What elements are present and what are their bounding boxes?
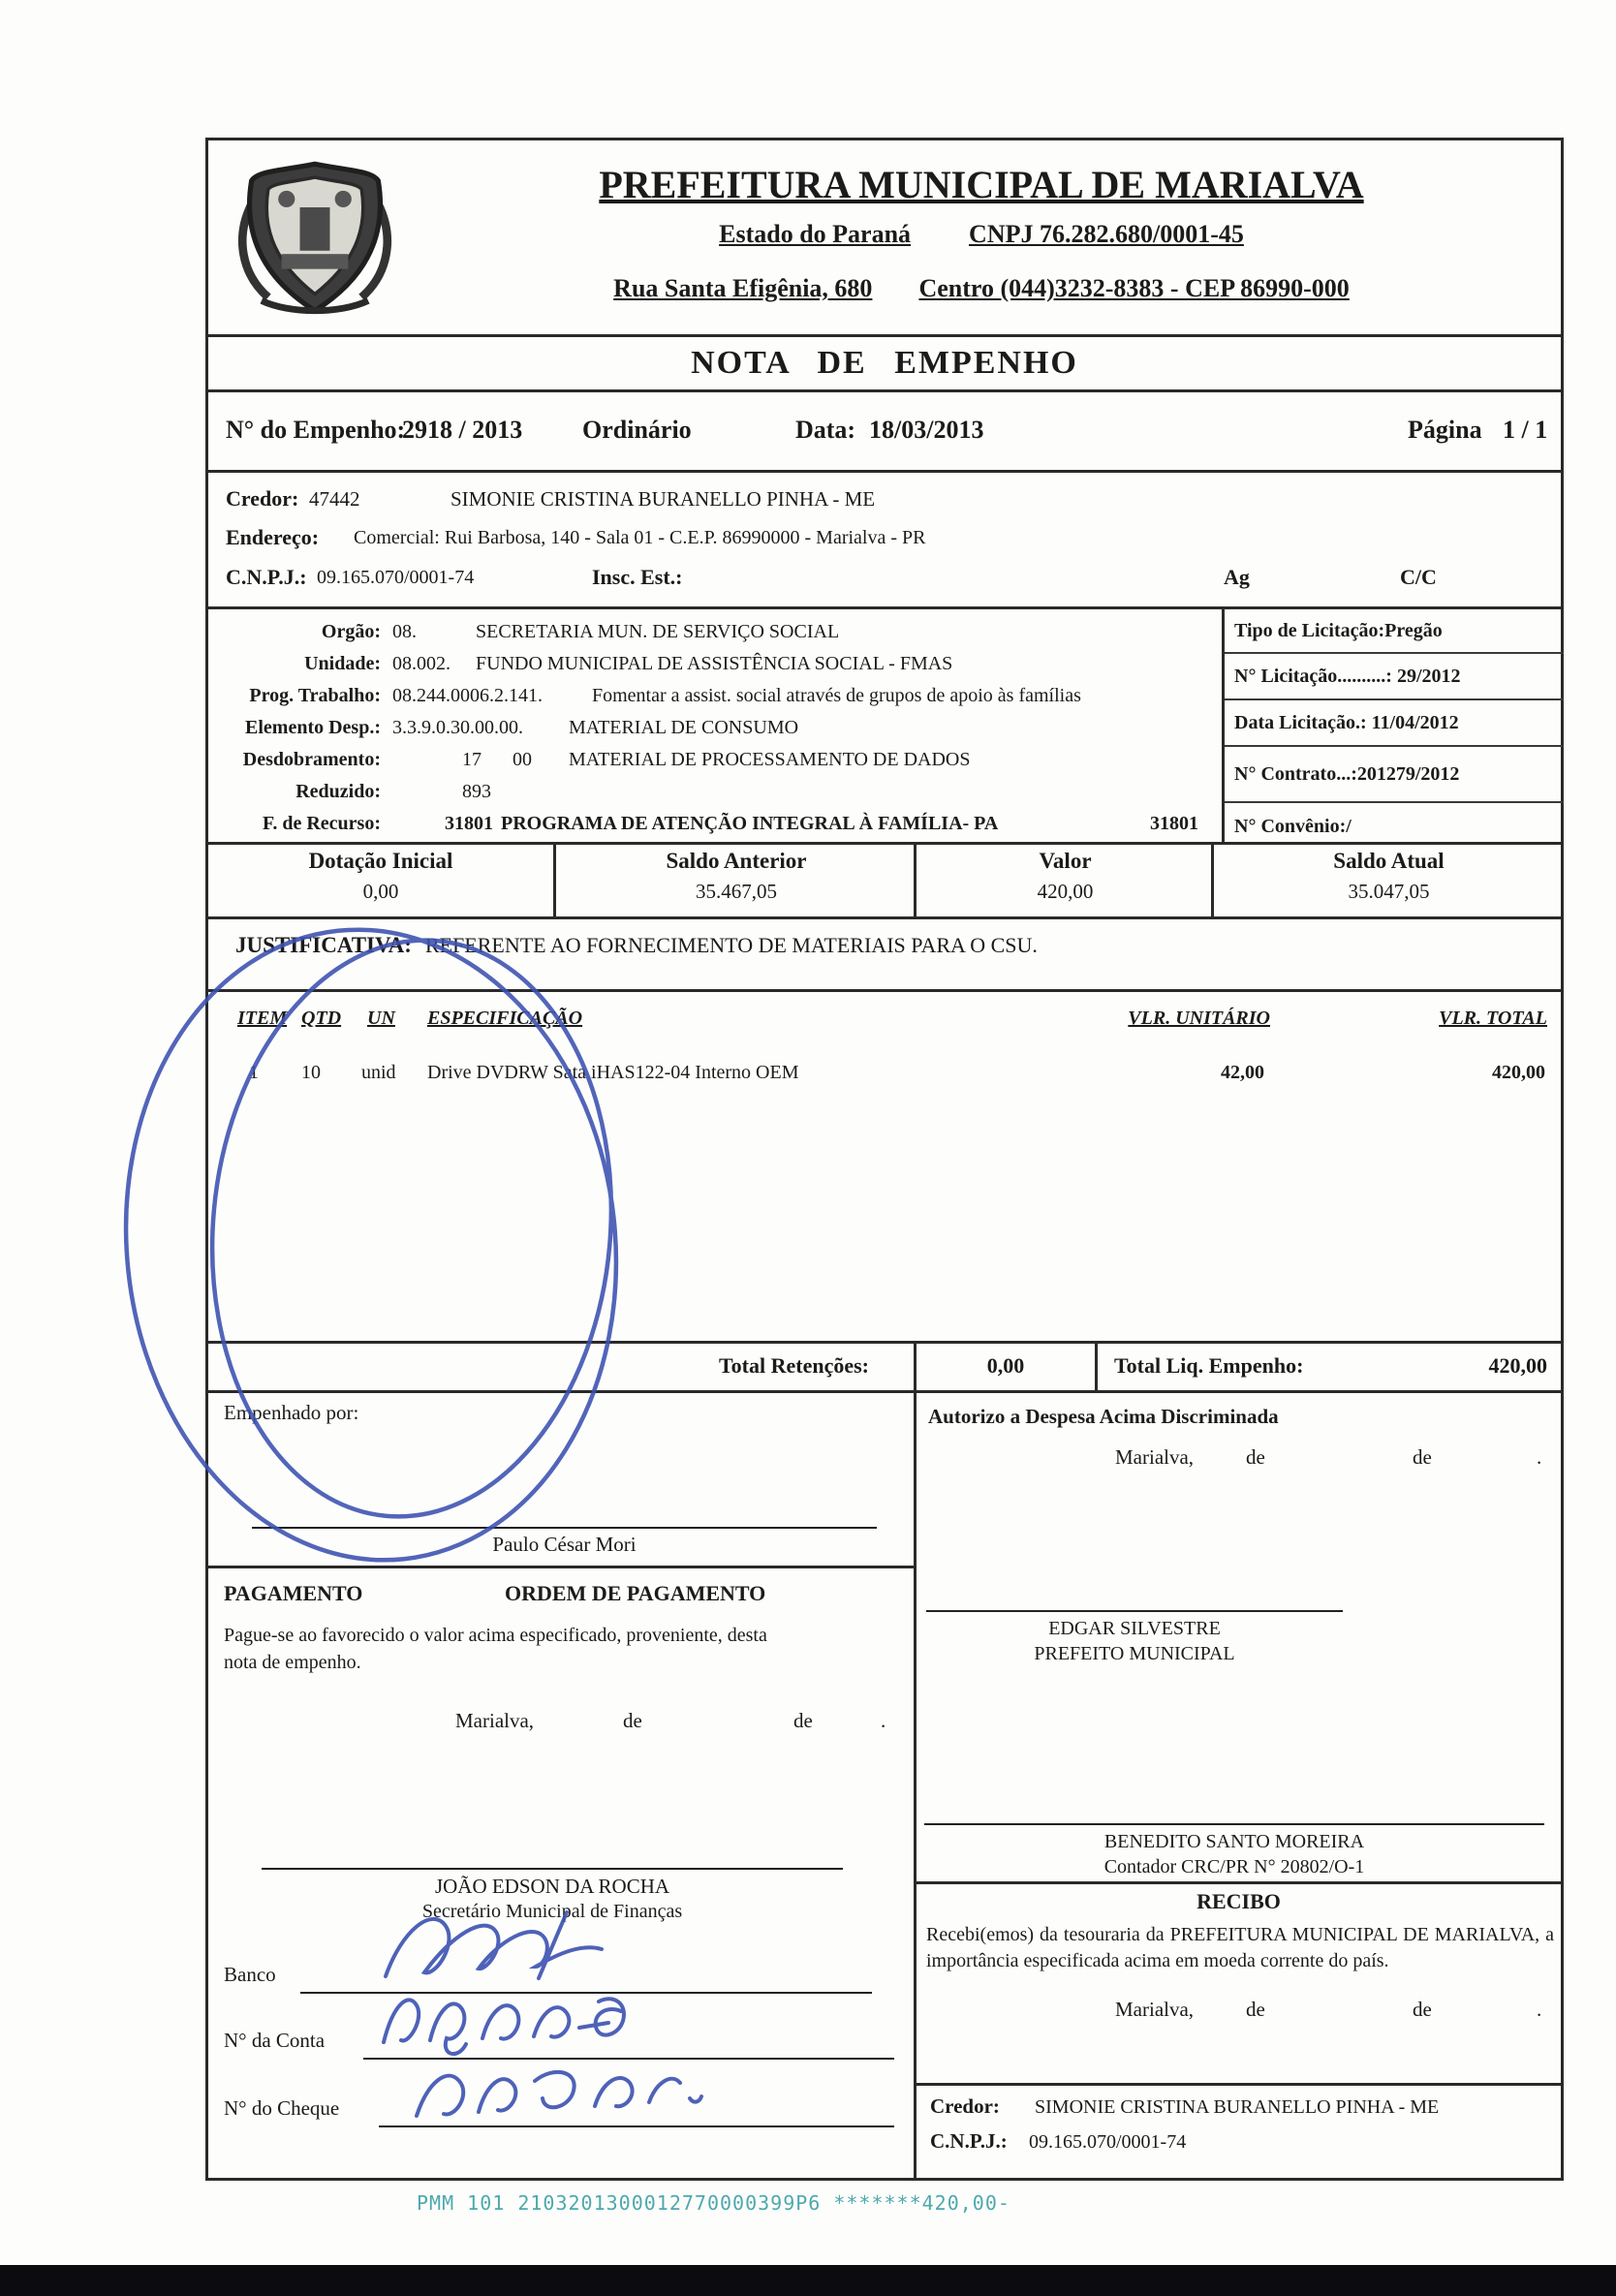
- item-vlr-total: 420,00: [1492, 1062, 1545, 1083]
- col-header-un: UN: [367, 1008, 395, 1029]
- empenho-header-row: [208, 392, 1561, 473]
- recurso-desc: PROGRAMA DE ATENÇÃO INTEGRAL À FAMÍLIA- PA: [501, 813, 999, 834]
- document-title-bar: [208, 337, 1561, 392]
- budget-classification-box: [208, 609, 1561, 845]
- liquido-value: 420,00: [1488, 1353, 1547, 1378]
- document-title: NOTA DE EMPENHO: [691, 345, 1078, 381]
- retencoes-value-cell: [914, 1344, 1098, 1390]
- recibo-cnpj-value: 09.165.070/0001-74: [1029, 2131, 1187, 2153]
- empenho-number: 2918 / 2013: [402, 416, 523, 444]
- licitacao-convenio: N° Convênio:/: [1234, 815, 1352, 837]
- unidade-code: 08.002.: [392, 653, 451, 674]
- cheque-line: [379, 2125, 894, 2127]
- recibo-city: Marialva,: [1115, 1998, 1195, 2021]
- conta-label: N° da Conta: [224, 2029, 326, 2052]
- pagamento-divider: [208, 1566, 914, 1568]
- recibo-credor-name: SIMONIE CRISTINA BURANELLO PINHA - ME: [1035, 2096, 1440, 2118]
- elemento-desp-label: Elemento Desp.:: [245, 717, 381, 738]
- cheque-label: N° do Cheque: [224, 2096, 340, 2120]
- dotacao-inicial-value: 0,00: [362, 880, 399, 903]
- empenhado-signature-line: [252, 1527, 877, 1529]
- pagamento-city: Marialva,: [455, 1709, 535, 1732]
- items-table: [208, 992, 1561, 1344]
- left-signature-column: [208, 1393, 914, 2178]
- saldo-atual-label: Saldo Atual: [1333, 849, 1445, 873]
- credor-box: [208, 473, 1561, 609]
- recibo-credor-label: Credor:: [930, 2094, 1000, 2118]
- pagamento-dot: .: [881, 1709, 886, 1732]
- licitacao-box: [1222, 609, 1564, 842]
- credor-label: Credor:: [226, 486, 299, 511]
- municipal-crest-logo: [232, 154, 398, 321]
- desdobramento-label: Desdobramento:: [242, 749, 381, 770]
- saldo-anterior-cell: [553, 845, 917, 916]
- coat-of-arms-icon: [232, 154, 398, 321]
- autorizo-city: Marialva,: [1115, 1445, 1195, 1469]
- saldos-strip: [208, 845, 1561, 919]
- prog-trabalho-label: Prog. Trabalho:: [249, 685, 381, 706]
- page-label: Página: [1408, 416, 1482, 444]
- banco-label: Banco: [224, 1963, 276, 1986]
- financas-name: JOÃO EDSON DA ROCHA: [434, 1875, 670, 1898]
- org-address: Rua Santa Efigênia, 680: [613, 274, 873, 302]
- col-header-vlr-total: VLR. TOTAL: [1439, 1008, 1547, 1029]
- recurso-label: F. de Recurso:: [262, 813, 381, 834]
- totais-rodape-row: [208, 1344, 1561, 1393]
- prefeito-signature-line: [926, 1610, 1343, 1612]
- letterhead: [208, 140, 1561, 337]
- empenho-type: Ordinário: [582, 416, 692, 444]
- empenho-date: 18/03/2013: [869, 416, 984, 444]
- item-un: unid: [361, 1062, 396, 1083]
- org-state: Estado do Paraná: [719, 220, 912, 248]
- item-vlr-unitario: 42,00: [1221, 1062, 1264, 1083]
- scan-edge-strip: [0, 2265, 1616, 2296]
- saldo-anterior-label: Saldo Anterior: [666, 849, 807, 873]
- recibo-de-2: de: [1413, 1998, 1432, 2021]
- autorizo-title: Autorizo a Despesa Acima Discriminada: [928, 1405, 1279, 1428]
- orgao-label: Orgão:: [321, 621, 381, 642]
- recibo-de-1: de: [1246, 1998, 1265, 2021]
- dotacao-inicial-cell: [208, 845, 553, 916]
- empenhado-por-label: Empenhado por:: [224, 1401, 359, 1424]
- contador-signature-line: [924, 1823, 1544, 1825]
- recibo-cnpj-label: C.N.P.J.:: [930, 2129, 1008, 2153]
- valor-value: 420,00: [1037, 880, 1094, 903]
- banco-line: [300, 1992, 872, 1994]
- elemento-desp-desc: MATERIAL DE CONSUMO: [569, 717, 799, 738]
- autorizo-de-2: de: [1413, 1445, 1432, 1469]
- unidade-desc: FUNDO MUNICIPAL DE ASSISTÊNCIA SOCIAL - FMAS: [476, 653, 953, 674]
- letterhead-third-line: [402, 274, 1561, 303]
- prog-trabalho-desc: Fomentar a assist. social através de grupos de apoio às famílias: [592, 685, 1081, 706]
- recibo-title: RECIBO: [1196, 1889, 1281, 1913]
- dotacao-inicial-label: Dotação Inicial: [308, 849, 453, 873]
- credor-code: 47442: [309, 487, 360, 511]
- contador-role: Contador CRC/PR N° 20802/O-1: [1103, 1856, 1365, 1877]
- page-number: 1 / 1: [1503, 416, 1548, 444]
- col-header-qtd: QTD: [301, 1008, 342, 1029]
- recibo-credor-divider: [917, 2083, 1561, 2086]
- endereco-value: Comercial: Rui Barbosa, 140 - Sala 01 - C.E.P. 86990000 - Marialva - PR: [354, 527, 926, 548]
- financas-role: Secretário Municipal de Finanças: [421, 1901, 683, 1922]
- saldo-anterior-value: 35.467,05: [696, 880, 777, 903]
- prefeito-name: EDGAR SILVESTRE: [1048, 1618, 1221, 1639]
- endereco-label: Endereço:: [226, 525, 320, 549]
- reduzido-code: 893: [462, 781, 491, 802]
- elemento-desp-code: 3.3.9.0.30.00.00.: [392, 717, 523, 738]
- empenho-number-label: N° do Empenho:: [226, 416, 406, 444]
- letterhead-title-line: [402, 162, 1561, 207]
- cnpj-value: 09.165.070/0001-74: [317, 567, 475, 588]
- item-qtd: 10: [301, 1062, 321, 1083]
- right-signature-column: [917, 1393, 1561, 2178]
- saldo-atual-value: 35.047,05: [1348, 880, 1430, 903]
- recibo-text: Recebi(emos) da tesouraria da PREFEITURA MUNICIPAL DE MARIALVA, a importância especificada acima em moeda corrente do país.: [926, 1924, 1554, 1971]
- recibo-dot: .: [1537, 1998, 1542, 2021]
- recurso-code: 31801: [445, 813, 493, 834]
- valor-cell: [914, 845, 1214, 916]
- credor-name: SIMONIE CRISTINA BURANELLO PINHA - ME: [451, 487, 876, 511]
- item-number: 1: [249, 1062, 259, 1083]
- recurso-code2: 31801: [1150, 813, 1198, 834]
- licitacao-tipo: Tipo de Licitação:Pregão: [1225, 609, 1564, 654]
- liquido-label: Total Liq. Empenho:: [1114, 1353, 1304, 1378]
- retencoes-cell: [208, 1344, 914, 1390]
- ordem-pagamento-title: ORDEM DE PAGAMENTO: [505, 1581, 766, 1605]
- col-header-vlr-unitario: VLR. UNITÁRIO: [1128, 1008, 1270, 1029]
- retencoes-label: Total Retenções:: [719, 1353, 869, 1378]
- pagamento-title: PAGAMENTO: [224, 1581, 363, 1605]
- desdobramento-code1: 17: [462, 749, 482, 770]
- insc-est-label: Insc. Est.:: [592, 565, 683, 589]
- prefeito-role: PREFEITO MUNICIPAL: [1034, 1643, 1235, 1664]
- pagamento-de-2: de: [793, 1709, 813, 1732]
- nota-de-empenho-form: [205, 138, 1564, 2181]
- justificativa-label: JUSTIFICATIVA:: [235, 933, 412, 957]
- justificativa-text: REFERENTE AO FORNECIMENTO DE MATERIAIS PARA O CSU.: [424, 933, 1038, 957]
- item-especificacao: Drive DVDRW Sata iHAS122-04 Interno OEM: [427, 1062, 799, 1083]
- conta-line: [363, 2058, 894, 2060]
- cc-label: C/C: [1400, 565, 1437, 589]
- signatures-block: [208, 1393, 1561, 2178]
- licitacao-numero: N° Licitação..........: 29/2012: [1225, 654, 1564, 700]
- contador-name: BENEDITO SANTO MOREIRA: [1103, 1831, 1365, 1852]
- saldo-atual-cell: [1211, 845, 1564, 916]
- ag-label: Ag: [1224, 565, 1250, 589]
- pagamento-text: Pague-se ao favorecido o valor acima especificado, proveniente, desta nota de empenho.: [224, 1625, 767, 1673]
- col-header-especificacao: ESPECIFICAÇÃO: [427, 1008, 583, 1029]
- cnpj-label: C.N.P.J.:: [226, 565, 307, 589]
- autorizo-de-1: de: [1246, 1445, 1265, 1469]
- org-name: PREFEITURA MUNICIPAL DE MARIALVA: [599, 163, 1364, 206]
- reduzido-label: Reduzido:: [295, 781, 381, 802]
- printer-validation-line: PMM 101 2103201300012770000399P6 *******420,00-: [417, 2191, 1010, 2215]
- empenho-date-label: Data:: [795, 416, 856, 444]
- unidade-label: Unidade:: [304, 653, 381, 674]
- desdobramento-desc: MATERIAL DE PROCESSAMENTO DE DADOS: [569, 749, 971, 770]
- financas-signature-line: [262, 1868, 843, 1870]
- desdobramento-code2: 00: [513, 749, 532, 770]
- recibo-divider: [917, 1881, 1561, 1884]
- orgao-code: 08.: [392, 621, 417, 642]
- col-header-item: ITEM: [237, 1008, 288, 1029]
- autorizo-dot: .: [1537, 1445, 1542, 1469]
- liquido-cell: [1101, 1344, 1561, 1390]
- justificativa-row: [208, 919, 1561, 992]
- valor-label: Valor: [1039, 849, 1092, 873]
- prog-trabalho-code: 08.244.0006.2.141.: [392, 685, 543, 706]
- letterhead-second-line: [402, 220, 1561, 249]
- licitacao-data: Data Licitação.: 11/04/2012: [1225, 700, 1564, 747]
- org-contact: Centro (044)3232-8383 - CEP 86990-000: [918, 274, 1350, 302]
- orgao-desc: SECRETARIA MUN. DE SERVIÇO SOCIAL: [476, 621, 840, 642]
- retencoes-value: 0,00: [986, 1353, 1025, 1378]
- empenhado-name: Paulo César Mori: [492, 1533, 637, 1556]
- licitacao-contrato: N° Contrato...:201279/2012: [1225, 747, 1564, 803]
- pagamento-de-1: de: [623, 1709, 642, 1732]
- org-cnpj: CNPJ 76.282.680/0001-45: [969, 220, 1244, 248]
